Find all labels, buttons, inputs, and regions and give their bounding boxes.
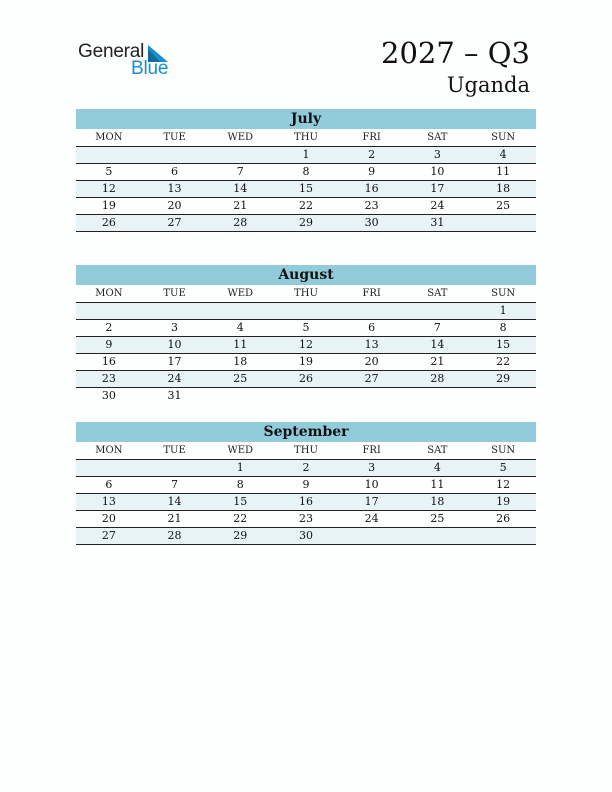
weekday-label: TUE	[142, 129, 208, 147]
weekday-label: THU	[273, 442, 339, 460]
day-cell: 28	[142, 528, 208, 545]
weekday-label: WED	[207, 129, 273, 147]
day-cell: 29	[470, 371, 536, 388]
day-cell: 1	[470, 303, 536, 320]
day-cell: 11	[207, 337, 273, 354]
day-cell: 20	[76, 511, 142, 528]
weekday-header-row	[76, 285, 536, 303]
month-name: September	[76, 422, 536, 442]
day-cell: 30	[273, 528, 339, 545]
week-row	[76, 147, 536, 164]
weekday-label: MON	[76, 129, 142, 147]
day-cell: 27	[339, 371, 405, 388]
day-cell: 2	[273, 460, 339, 477]
weekday-label: SUN	[470, 285, 536, 303]
day-cell: 12	[273, 337, 339, 354]
day-cell: 13	[142, 181, 208, 198]
day-cell	[142, 460, 208, 477]
weekday-label: THU	[273, 129, 339, 147]
day-cell	[76, 303, 142, 320]
day-cell	[273, 303, 339, 320]
day-cell: 18	[207, 354, 273, 371]
day-cell: 26	[76, 215, 142, 232]
day-cell: 2	[339, 147, 405, 164]
month-calendar-july	[76, 109, 536, 232]
day-cell: 2	[76, 320, 142, 337]
day-cell	[339, 303, 405, 320]
day-cell	[405, 388, 471, 405]
day-cell: 8	[207, 477, 273, 494]
day-cell: 22	[207, 511, 273, 528]
day-cell: 17	[405, 181, 471, 198]
day-cell: 29	[207, 528, 273, 545]
day-cell	[207, 303, 273, 320]
day-cell: 29	[273, 215, 339, 232]
day-cell: 10	[142, 337, 208, 354]
day-cell: 23	[273, 511, 339, 528]
day-cell: 7	[142, 477, 208, 494]
day-cell: 19	[76, 198, 142, 215]
week-row	[76, 511, 536, 528]
day-cell	[76, 460, 142, 477]
week-row	[76, 460, 536, 477]
day-cell: 16	[339, 181, 405, 198]
month-calendar-september	[76, 422, 536, 545]
day-cell: 14	[207, 181, 273, 198]
weekday-label: WED	[207, 442, 273, 460]
day-cell: 16	[273, 494, 339, 511]
day-cell: 6	[76, 477, 142, 494]
day-cell: 15	[273, 181, 339, 198]
day-cell: 6	[142, 164, 208, 181]
week-row	[76, 303, 536, 320]
day-cell: 15	[470, 337, 536, 354]
weekday-label: SUN	[470, 129, 536, 147]
month-name: July	[76, 109, 536, 129]
day-cell: 11	[405, 477, 471, 494]
weekday-label: FRI	[339, 285, 405, 303]
day-cell	[339, 388, 405, 405]
week-row	[76, 215, 536, 232]
day-cell	[405, 303, 471, 320]
day-cell: 12	[76, 181, 142, 198]
day-cell: 31	[167, 389, 182, 402]
day-cell: 10	[339, 477, 405, 494]
day-cell: 9	[273, 477, 339, 494]
day-cell: 8	[273, 164, 339, 181]
month-name: August	[76, 265, 536, 285]
day-cell	[207, 388, 273, 405]
week-row	[76, 354, 536, 371]
day-cell: 28	[207, 215, 273, 232]
week-row	[76, 198, 536, 215]
day-cell: 12	[470, 477, 536, 494]
day-cell: 20	[142, 198, 208, 215]
week-row	[76, 164, 536, 181]
calendar-grid	[76, 129, 536, 232]
day-cell	[470, 215, 536, 232]
day-cell: 22	[470, 354, 536, 371]
day-cell: 5	[273, 320, 339, 337]
day-cell: 5	[470, 460, 536, 477]
day-cell: 4	[470, 147, 536, 164]
week-row	[76, 477, 536, 494]
day-cell: 4	[207, 320, 273, 337]
day-cell: 30	[339, 215, 405, 232]
day-cell: 21	[142, 511, 208, 528]
day-cell: 21	[405, 354, 471, 371]
month-calendar-august	[76, 265, 536, 404]
day-cell: 7	[207, 164, 273, 181]
weekday-label: SAT	[405, 442, 471, 460]
day-cell: 24	[405, 198, 471, 215]
day-cell: 17	[339, 494, 405, 511]
day-cell	[470, 388, 536, 405]
day-cell	[273, 388, 339, 405]
day-cell: 24	[339, 511, 405, 528]
day-cell: 1	[273, 147, 339, 164]
day-cell: 22	[273, 198, 339, 215]
day-cell: 26	[470, 511, 536, 528]
weekday-header-row	[76, 129, 536, 147]
day-cell: 27	[76, 528, 142, 545]
calendar-grid	[76, 442, 536, 545]
generalblue-logo	[78, 41, 188, 81]
weekday-label: SUN	[470, 442, 536, 460]
weekday-header-row	[76, 442, 536, 460]
day-cell: 26	[273, 371, 339, 388]
day-cell: 4	[405, 460, 471, 477]
day-cell	[76, 147, 142, 164]
day-cell: 9	[339, 164, 405, 181]
weekday-label: WED	[207, 285, 273, 303]
calendar-grid	[76, 285, 536, 404]
day-cell: 11	[470, 164, 536, 181]
weekday-label: SAT	[405, 285, 471, 303]
day-cell: 19	[273, 354, 339, 371]
day-cell: 24	[142, 371, 208, 388]
week-row	[76, 337, 536, 354]
weekday-label: THU	[273, 285, 339, 303]
day-cell: 28	[405, 371, 471, 388]
week-row	[76, 388, 536, 405]
day-cell: 25	[470, 198, 536, 215]
weekday-label: TUE	[142, 285, 208, 303]
day-cell	[207, 147, 273, 164]
day-cell	[405, 528, 471, 545]
day-cell: 25	[207, 371, 273, 388]
day-cell: 18	[470, 181, 536, 198]
day-cell: 9	[76, 337, 142, 354]
day-cell: 18	[405, 494, 471, 511]
day-cell: 3	[339, 460, 405, 477]
logo-text-general: General	[78, 41, 145, 62]
day-cell: 5	[76, 164, 142, 181]
day-cell: 13	[76, 494, 142, 511]
day-cell: 20	[339, 354, 405, 371]
day-cell: 1	[207, 460, 273, 477]
day-cell: 23	[339, 198, 405, 215]
day-cell: 19	[470, 494, 536, 511]
logo-text-blue: Blue	[131, 58, 169, 79]
day-cell: 27	[142, 215, 208, 232]
weekday-label: MON	[76, 442, 142, 460]
day-cell	[470, 528, 536, 545]
week-row	[76, 494, 536, 511]
day-cell: 10	[405, 164, 471, 181]
weekday-label: FRI	[339, 442, 405, 460]
country-name: Uganda	[446, 73, 530, 97]
day-cell	[339, 528, 405, 545]
day-cell	[142, 303, 208, 320]
day-cell: 17	[142, 354, 208, 371]
day-cell: 14	[142, 494, 208, 511]
day-cell: 14	[405, 337, 471, 354]
day-cell: 31	[405, 215, 471, 232]
day-cell: 3	[142, 320, 208, 337]
day-cell: 7	[405, 320, 471, 337]
day-cell: 8	[470, 320, 536, 337]
day-cell: 16	[76, 354, 142, 371]
day-cell: 30	[101, 389, 116, 402]
week-row	[76, 320, 536, 337]
day-cell: 23	[76, 371, 142, 388]
weekday-label: MON	[76, 285, 142, 303]
day-cell: 6	[339, 320, 405, 337]
day-cell: 3	[405, 147, 471, 164]
week-row	[76, 371, 536, 388]
week-row	[76, 528, 536, 545]
week-row	[76, 181, 536, 198]
day-cell: 25	[405, 511, 471, 528]
weekday-label: FRI	[339, 129, 405, 147]
weekday-label: TUE	[142, 442, 208, 460]
day-cell	[142, 147, 208, 164]
day-cell: 15	[207, 494, 273, 511]
page-title: 2027 – Q3	[381, 36, 530, 70]
weekday-label: SAT	[405, 129, 471, 147]
day-cell: 13	[339, 337, 405, 354]
day-cell: 21	[207, 198, 273, 215]
